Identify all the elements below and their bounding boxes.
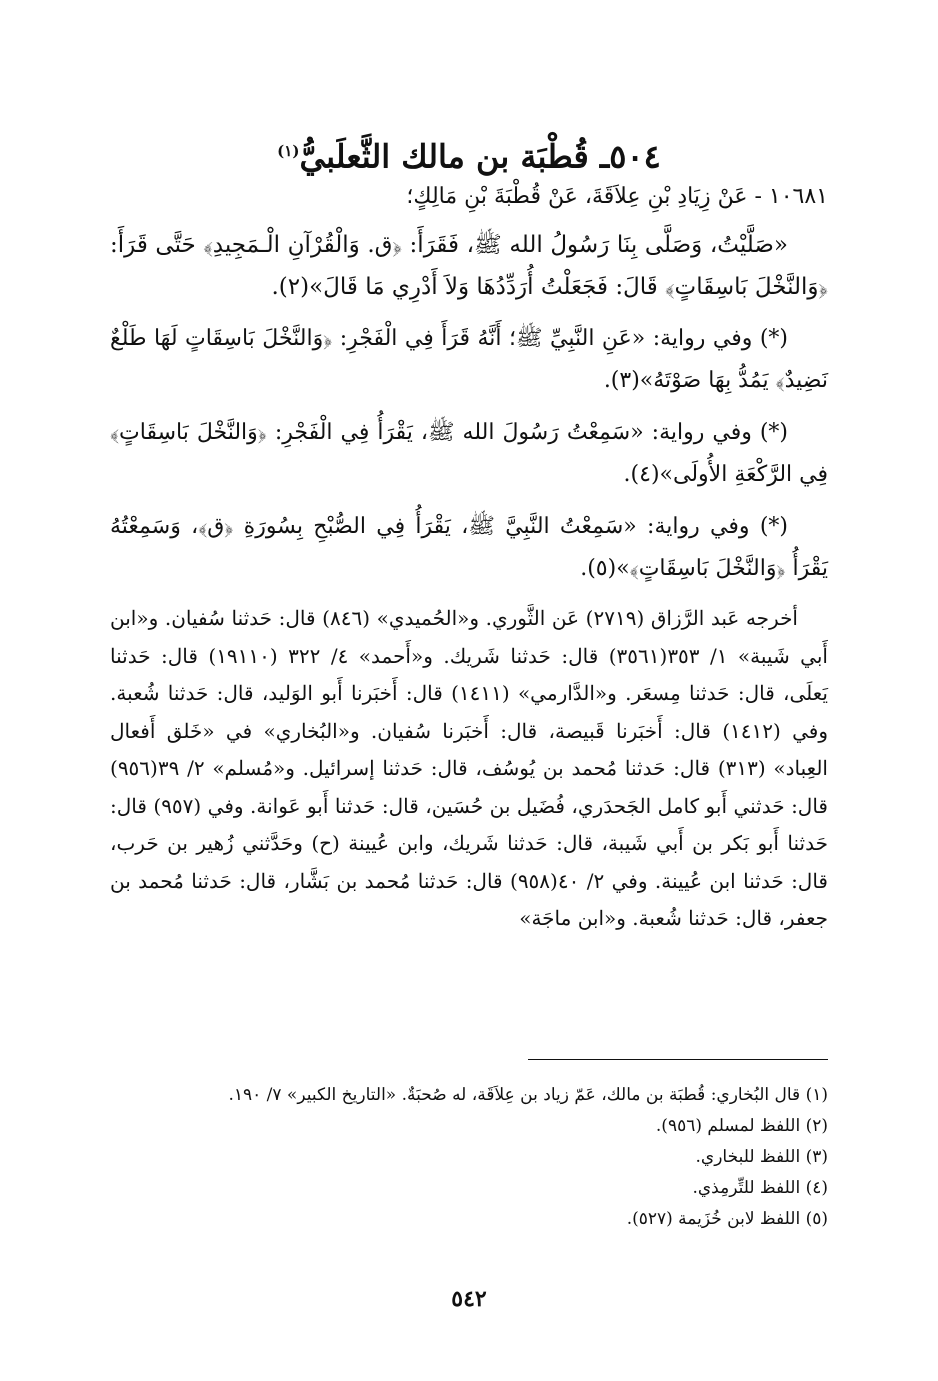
hadith-variant: (*) وفي رواية: «عَنِ النَّبِيِّ ﷺ؛ أَنَّهُ قَرَأَ فِي الْفَجْرِ: ﴿وَالنَّخْلَ بَاسِقَاتٍ لَهَا طَلْعٌ نَضِيدٌ﴾ يَمُدُّ بِهَا صَوْتَهُ»(٣). bbox=[110, 326, 828, 393]
footnote-item: (١) قال البُخاري: قُطبَة بن مالك، عَمّ زياد بن عِلاَقَة، له صُحبَةٌ. «التاريخ الكبير» ٧/ ١٩٠. bbox=[228, 1085, 828, 1105]
page-number: ٥٤٢ bbox=[451, 1286, 487, 1312]
chapter-title-text: ٥٠٤ـ قُطْبَة بن مالك الثَّعلَبيُّ bbox=[299, 138, 661, 177]
title-footnote-marker: (١) bbox=[277, 142, 300, 161]
main-body bbox=[110, 176, 828, 938]
hadith-variant: (*) وفي رواية: «سَمِعْتُ رَسُولَ الله ﷺ، يَقْرَأُ فِي الْفَجْرِ: ﴿وَالنَّخْلَ بَاسِقَاتٍ﴾ فِي الرَّكْعَةِ الأُولَى»(٤). bbox=[110, 420, 828, 487]
hadith-variant: (*) وفي رواية: «سَمِعْتُ النَّبِيَّ ﷺ، يَقْرَأُ فِي الصُّبْحِ بِسُورَةِ ﴿ق﴾، وَسَمِعْتُهُ يَقْرَأُ ﴿وَالنَّخْلَ بَاسِقَاتٍ﴾»(٥). bbox=[110, 514, 828, 581]
footnote-item: (٢) اللفظ لمسلم (٩٥٦). bbox=[655, 1116, 828, 1136]
hadith-narration-chain: ١٠٦٨١ - عَنْ زِيَادِ بْنِ عِلاَقَةَ، عَنْ قُطْبَةَ بْنِ مَالِكٍ؛ bbox=[406, 184, 828, 209]
takhrij-paragraph: أخرجه عَبد الرَّزاق (٢٧١٩) عَن الثَّوري. و«الحُميدي» (٨٤٦) قال: حَدثنا سُفيان. و«ابن أَبي شَيبة» ١/ ٣٥٣(٣٥٦١) قال: حَدثنا شَريك. و«أَحمد» ٤/ ٣٢٢ (١٩١١٠) قال: حَدثنا يَعلَى، قال: حَدثنا مِسعَر. و«الدَّارمي» (١٤١١) قال: أَخبَرنا أَبو الوَليد، قال: حَدثنا شُعبة. وفي (١٤١٢) قال: أَخبَرنا قَبيصة، قال: أَخبَرنا سُفيان. و«البُخاري» في «خَلق أَفعال العِباد» (٣١٣) قال: حَدثنا مُحمد بن يُوسُف، قال: حَدثنا إسرائيل. و«مُسلم» ٢/ ٣٩(٩٥٦) قال: حَدثني أَبو كامل الجَحدَري، فُضَيل بن حُسَين، قال: حَدثنا أَبو عَوانة. وفي (٩٥٧) قال: حَدثنا أَبو بَكر بن أَبي شَيبة، قال: حَدثنا شَريك، وابن عُيينة (ح) وحَدَّثني زُهير بن حَرب، قال: حَدثنا ابن عُيينة. وفي ٢/ ٤٠(٩٥٨) قال: حَدثنا مُحمد بن بَشَّار، قال: حَدثنا مُحمد بن جعفر، قال: حَدثنا شُعبة. و«ابن ماجَة» bbox=[110, 606, 828, 930]
footnote-divider bbox=[528, 1059, 828, 1060]
hadith-main-text: «صَلَّيْتُ، وَصَلَّى بِنَا رَسُولُ الله ﷺ، فَقَرَأَ: ﴿ق. وَالْقُرْآنِ الْـمَجِيدِ﴾ حَتَّى قَرَأَ: ﴿وَالنَّخْلَ بَاسِقَاتٍ﴾ قَالَ: فَجَعَلْتُ أُرَدِّدُهَا وَلاَ أَدْرِي مَا قَالَ»(٢). bbox=[110, 232, 828, 300]
chapter-title bbox=[100, 127, 838, 181]
footnote-item: (٤) اللفظ للتِّرمِذي. bbox=[692, 1178, 828, 1198]
footnote-item: (٥) اللفظ لابن خُزَيمة (٥٢٧). bbox=[626, 1209, 828, 1229]
footnote-item: (٣) اللفظ للبخاري. bbox=[695, 1147, 828, 1167]
footnotes-list bbox=[110, 1080, 828, 1235]
